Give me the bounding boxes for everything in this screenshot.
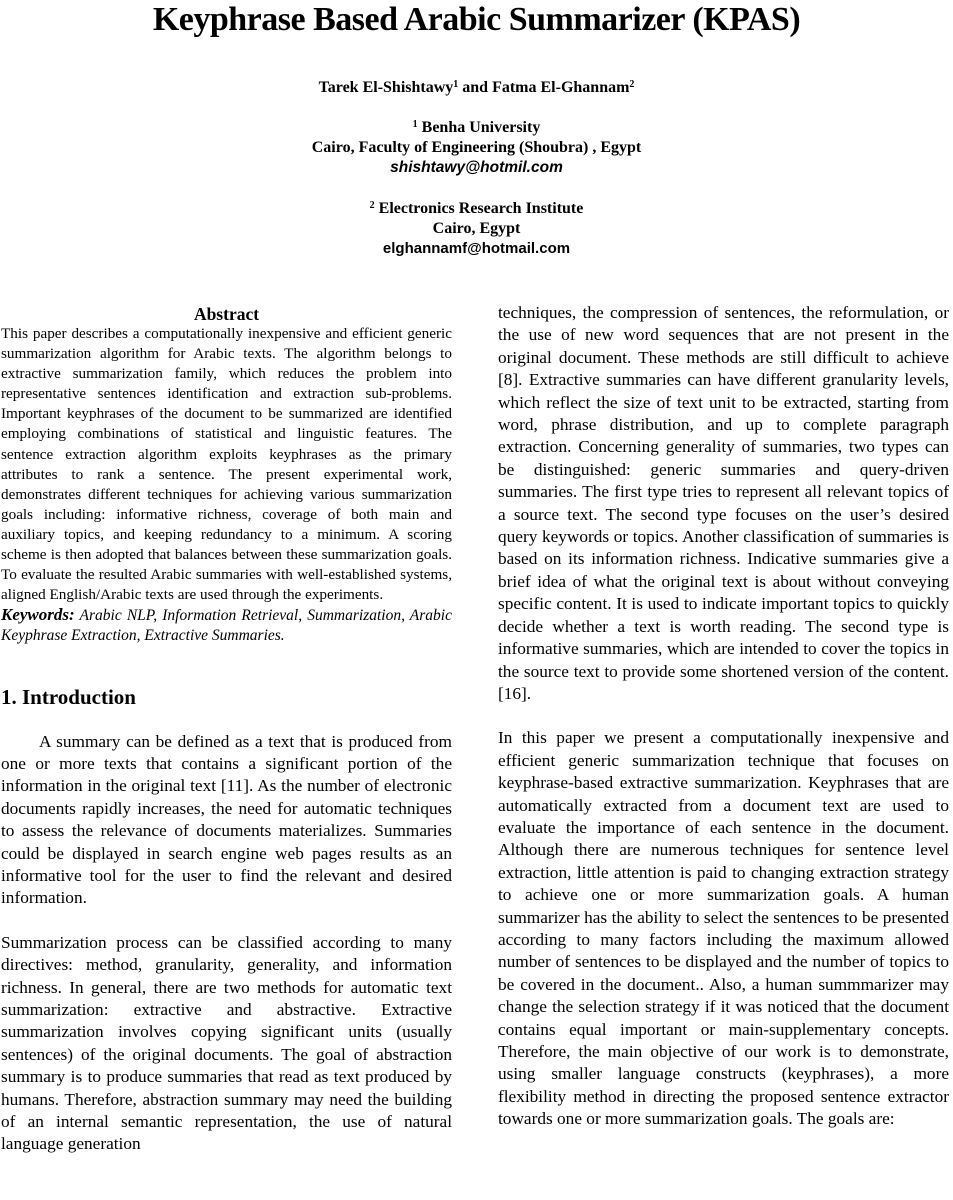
right-column [498, 302, 949, 1131]
affiliation-2-email: elghannamf@hotmail.com [382, 240, 571, 257]
left-column [1, 304, 452, 1156]
affiliation-2-name: Electronics Research Institute [374, 200, 584, 217]
affiliation-1 [0, 118, 953, 178]
intro-paragraph-1: A summary can be defined as a text that is produced from one or more texts that contains a significant portion of the information in the original text [11]. As the number of electronic documents rapidly increases, the need for automatic techniques to assess the relevance of documents materializes. Summaries could be displayed in search engine web pages results as an informative tool for the user to find the relevant and desired information. [1, 731, 452, 908]
affiliation-1-email: shishtawy@hotmil.com [390, 159, 563, 176]
introduction-heading: 1. Introduction [1, 684, 136, 709]
affiliation-1-name: Benha University [417, 119, 541, 136]
author-2: Fatma El-Ghannam [492, 79, 630, 96]
abstract-heading: Abstract [193, 304, 260, 324]
keywords-label: Keywords: [1, 605, 75, 625]
author-1: Tarek El-Shishtawy [318, 79, 454, 96]
affiliation-1-location: Cairo, Faculty of Engineering (Shoubra) , Egypt [311, 139, 642, 156]
intro-paragraph-2-continued: techniques, the compression of sentences, the reformulation, or the use of new word sequences that are not present in the original document. These methods are still difficult to achieve [8]. Extractive summaries can have different granularity levels, which reflect the size of text unit to be extracted, starting from word, phrase distribution, and up to complete paragraph extraction. Concerning generality of summaries, two types can be distinguished: generic summaries and query-driven summaries. The first type tries to represent all relevant topics of a source text. The second type focuses on the user’s desired query keywords or topics. Another classification of summaries is based on its information richness. Indicative summaries give a brief idea of what the original text is about without conveying specific content. It is used to indicate important topics to quickly decide whether a text is worth reading. The second type is informative summaries, which are intended to cover the topics in the source text to provide some shortened version of the content. [16]. [498, 303, 949, 703]
affiliation-2-location: Cairo, Egypt [432, 220, 521, 237]
affiliation-2 [0, 199, 953, 259]
author-conjunction: and [458, 79, 493, 96]
keywords-text: Arabic NLP, Information Retrieval, Summarization, Arabic Keyphrase Extraction, Extractive Summaries. [1, 607, 452, 645]
affiliation-1-mark: 1 [412, 119, 418, 130]
intro-paragraph-2: Summarization process can be classified according to many directives: method, granularity, generality, and information richness. In general, there are two methods for automatic text summarization: extractive and abstractive. Extractive summarization involves copying significant units (usually sentences) of the original documents. The goal of abstraction summary is to produce summaries that read as text produced by humans. Therefore, abstraction summary may need the building of an internal semantic representation, the use of natural language generation [1, 932, 452, 1154]
affiliation-2-mark: 2 [369, 200, 375, 211]
abstract-text: This paper describes a computationally inexpensive and efficient generic summarization algorithm for Arabic texts. The algorithm belongs to extractive summarization family, which reduces the problem into representative sentences identification and extraction sub-problems. Important keyphrases of the document to be summarized are identified employing combinations of statistical and linguistic features. The sentence extraction algorithm exploits keyphrases as the primary attributes to rank a sentence. The present experimental work, demonstrates different techniques for achieving various summarization goals including: informative richness, coverage of both main and auxiliary topics, and keeping redundancy to a minimum. A scoring scheme is then adopted that balances between these summarization goals. To evaluate the resulted Arabic summaries with well-established systems, aligned English/Arabic texts are used through the experiments. [1, 325, 452, 604]
intro-paragraph-3: In this paper we present a computationally inexpensive and efficient generic summarization technique that focuses on keyphrase-based extractive summarization. Keyphrases that are automatically extracted from a document text are used to evaluate the importance of each sentence in the document. Although there are numerous techniques for sentence level extraction, little attention is paid to changing extraction strategy to achieve one or more summarization goals. A human summarizer has the ability to select the sentences to be presented according to many factors including the maximum allowed number of sentences to be displayed and the number of topics to be covered in the document.. Also, a human summmarizer may change the selection strategy if it was noticed that the document contains equal important or main-supplementary concepts. Therefore, the main objective of our work is to demonstrate, using smaller language constructs (keyphrases), a more flexibility method in directing the proposed sentence extractor towards one or more summarization goals. The goals are: [498, 728, 949, 1129]
paper-title: Keyphrase Based Arabic Summarizer (KPAS) [152, 1, 801, 38]
author-line [0, 78, 953, 98]
keywords [1, 605, 452, 646]
author-2-mark: 2 [629, 79, 635, 90]
author-1-mark: 1 [453, 79, 459, 90]
